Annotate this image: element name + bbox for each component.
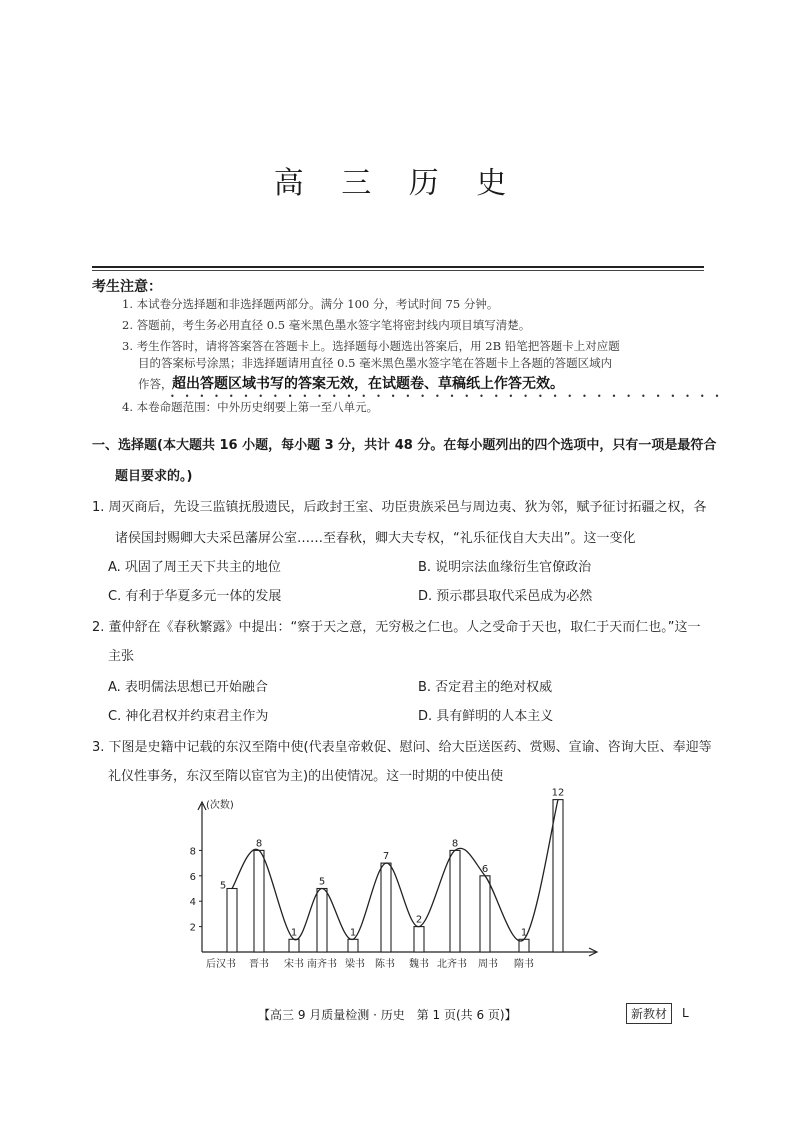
section-heading: 一、选择题(本大题共 16 小题，每小题 3 分，共计 48 分。在每小题列出的四个选项中，只有一项是最符合 (92, 438, 717, 453)
x-category-label: 后汉书 (206, 959, 236, 970)
trend-curve (232, 800, 558, 941)
chart-bar (381, 863, 391, 952)
question-2-option-b: B. 否定君主的绝对权威 (418, 680, 553, 695)
chart-bar (254, 850, 264, 952)
chart-bar (289, 939, 299, 952)
question-1-stem: 1. 周灭商后，先设三监镇抚殷遗民，后政封王室、功臣贵族采邑与周边夷、狄为邻，赋予征讨拓疆之权，各 (92, 500, 707, 515)
question-3-stem: 3. 下图是史籍中记载的东汉至隋中使(代表皇帝敕促、慰问、给大臣送医药、赏赐、宣谕、咨询大臣、奉迎等 (92, 740, 712, 755)
x-category-label: 周书 (478, 959, 498, 970)
x-category-label: 梁书 (345, 959, 365, 970)
y-axis-label: (次数) (206, 800, 234, 811)
question-1-stem-cont: 诸侯国封赐卿大夫采邑藩屏公室……至春秋，卿大夫专权，“礼乐征伐自大夫出”。这一变化 (115, 531, 636, 546)
bar-value-label: 2 (415, 914, 423, 926)
chart-bar (450, 850, 460, 952)
bar-value-label: 1 (349, 927, 357, 939)
bar-value-label: 7 (382, 851, 390, 863)
chart-bar (480, 876, 490, 952)
chart-bar (317, 889, 327, 953)
question-2-stem-cont: 主张 (108, 649, 135, 664)
question-1-option-b: B. 说明宗法血缘衍生官僚政治 (418, 560, 592, 575)
x-category-label: 陈书 (375, 959, 395, 970)
notice-item-3: 3. 考生作答时，请将答案答在答题卡上。选择题每小题选出答案后，用 2B 铅笔把答题卡上对应题 (122, 339, 620, 353)
question-1-option-d: D. 预示郡县取代采邑成为必然 (418, 589, 593, 604)
bar-value-label: 12 (551, 787, 565, 799)
footer-code: L (682, 1006, 689, 1020)
emphasis-dots: •••••••••••••••••••••••••••••••••••••• (170, 392, 730, 401)
x-category-label: 南齐书 (307, 959, 337, 970)
section-heading-cont: 题目要求的。) (115, 469, 193, 484)
x-category-label: 晋书 (249, 959, 269, 970)
y-tick-label: 8 (189, 846, 196, 858)
y-tick-label: 2 (189, 922, 196, 934)
bar-value-label: 8 (451, 838, 459, 850)
x-category-label: 魏书 (409, 959, 429, 970)
notice-item-4: 4. 本卷命题范围：中外历史纲要上第一至八单元。 (122, 400, 379, 414)
question-2-option-c: C. 神化君权并约束君主作为 (108, 709, 269, 724)
notice-item-1: 1. 本试卷分选择题和非选择题两部分。满分 100 分，考试时间 75 分钟。 (122, 297, 499, 311)
chart-bar (553, 800, 563, 952)
x-category-label: 北齐书 (437, 959, 467, 970)
notice-item-2: 2. 答题前，考生务必用直径 0.5 毫米黑色墨水签字笔将密封线内项目填写清楚。 (122, 318, 531, 332)
notice-heading: 考生注意： (92, 279, 162, 295)
bar-value-label: 5 (318, 876, 326, 888)
question-1-option-a: A. 巩固了周王天下共主的地位 (108, 560, 281, 575)
question-2-option-d: D. 具有鲜明的人本主义 (418, 709, 554, 724)
question-2-stem: 2. 董仲舒在《春秋繁露》中提出：“察于天之意，无穷极之仁也。人之受命于天也，取仁于天而仁也。”这一 (92, 620, 701, 635)
x-category-label: 宋书 (284, 959, 304, 970)
bar-value-label: 6 (481, 863, 489, 875)
page-title: 高 三 历 史 (273, 166, 521, 201)
question-2-option-a: A. 表明儒法思想已开始融合 (108, 680, 268, 695)
bar-value-label: 5 (219, 880, 227, 892)
bar-value-label: 8 (255, 838, 263, 850)
question-1-option-c: C. 有利于华夏多元一体的发展 (108, 589, 282, 604)
y-tick-label: 4 (189, 897, 196, 909)
x-category-label: 隋书 (514, 959, 534, 970)
bar-value-label: 1 (520, 927, 528, 939)
y-tick-label: 6 (189, 871, 196, 883)
question-3-stem-cont: 礼仪性事务，东汉至隋以宦官为主)的出使情况。这一时期的中使出使 (108, 769, 504, 784)
tag-label: 新教材 (631, 1007, 668, 1021)
notice-item-3-cont: 目的答案标号涂黑；非选择题请用直径 0.5 毫米黑色墨水签字笔在答题卡上各题的答题区域内 (138, 356, 613, 370)
notice-emphasis: 超出答题区域书写的答案无效，在试题卷、草稿纸上作答无效。 (172, 376, 564, 392)
chart-bar (414, 927, 424, 952)
new-textbook-tag (626, 1003, 672, 1024)
bar-value-label: 1 (290, 927, 298, 939)
page-footer: 【高三 9 月质量检测 · 历史 第 1 页(共 6 页)】 (258, 1008, 517, 1022)
chart-bar (348, 939, 358, 952)
chart-bar (227, 889, 237, 953)
notice-item-3-prefix: 作答， (138, 377, 173, 391)
